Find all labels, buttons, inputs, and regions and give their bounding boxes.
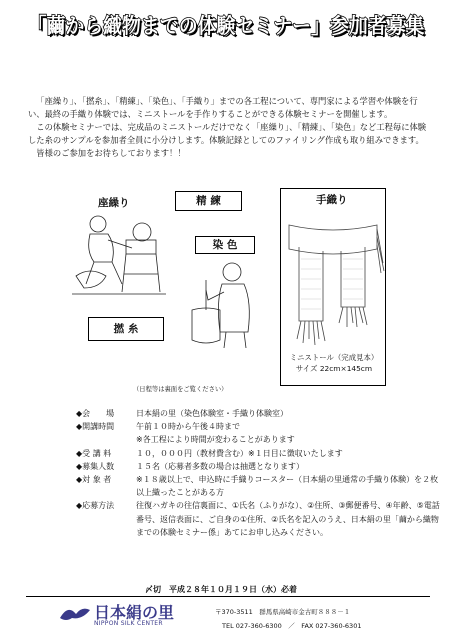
detail-row-capacity xyxy=(76,460,446,473)
detail-value: 午前１０時から午後４時まで xyxy=(136,422,240,432)
stole-caption xyxy=(282,352,386,374)
detail-label xyxy=(76,433,136,446)
detail-value: １５名（応募者多数の場合は抽選となります） xyxy=(136,461,304,471)
detail-label: ◆開講時間 xyxy=(76,422,115,432)
detail-value: 往復ハガキの往信裏面に、①氏名（ふりがな）、②住所、③郵便番号、④年齢、⑤電話番号、返信表面に、ご自身の①住所、②氏名を記入のうえ、日本絹の里「繭から織物までの体験セミナー係」あてにお申し込みください。 xyxy=(136,501,440,537)
detail-value: ※１８歳以上で、申込時に手織りコースター（日本絹の里通常の手織り体験）を２枚以上織ったことがある方 xyxy=(136,475,439,498)
detail-value: ※各工程により時間が変わることがあります xyxy=(136,435,295,445)
detail-row-fee xyxy=(76,447,446,460)
detail-label: ◆応募方法 xyxy=(76,501,115,511)
label-tebata: 手織り xyxy=(316,194,348,206)
silk-center-logo-icon xyxy=(58,602,92,622)
detail-label: ◆対 象 者 xyxy=(76,475,112,485)
stole-caption-line2: サイズ 22cm×145cm xyxy=(295,364,373,373)
label-senshoku: 染 色 xyxy=(195,236,255,254)
tel-fax: TEL 027-360-6300 ／ FAX 027-360-6301 xyxy=(222,622,362,630)
footer-divider xyxy=(26,596,430,597)
detail-row-time xyxy=(76,420,446,433)
page-title: 「繭から織物までの体験セミナー」参加者募集 xyxy=(27,14,425,38)
detail-label: ◆募集人数 xyxy=(76,461,115,471)
detail-row-application xyxy=(76,499,446,539)
address: 〒370-3511 群馬県高崎市金古町８８８－１ xyxy=(215,608,351,616)
label-nenshi: 撚 糸 xyxy=(88,317,164,341)
label-seiren: 精 練 xyxy=(175,191,242,211)
stole-caption-line1: ミニストール（完成見本） xyxy=(289,353,379,362)
intro-paragraph-1: 「座繰り」、「撚糸」、「精練」、「染色」、「手織り」までの各工程について、専門家による学習や体験を行い、最終の手織り体験では、ミニストールを手作りすることができる体験セミナーを開催します。 xyxy=(28,96,418,119)
detail-value: 日本絹の里（染色体験室・手織り体験室） xyxy=(136,409,288,418)
intro-text xyxy=(28,95,428,160)
detail-row-eligibility xyxy=(76,473,446,499)
detail-label: ◆受 講 料 xyxy=(76,448,112,458)
org-name-en: NIPPON SILK CENTER xyxy=(94,620,163,627)
detail-row-venue xyxy=(76,407,446,420)
deadline: 〆切 平成２８年１０月１９日（水）必着 xyxy=(145,585,297,594)
detail-row-time-note xyxy=(76,433,446,446)
intro-paragraph-3: 皆様のご参加をお待ちしております！！ xyxy=(36,148,186,158)
zaguri-illustration xyxy=(66,196,170,301)
org-name-jp: 日本絹の里 xyxy=(94,603,175,622)
seminar-details xyxy=(76,407,446,539)
detail-label: ◆会 場 xyxy=(76,409,115,418)
detail-value: １０，０００円（教材費含む）※１日目に徴収いたします xyxy=(136,448,343,458)
schedule-note: （日程等は裏面をご覧ください） xyxy=(133,386,228,393)
intro-paragraph-2: この体験セミナーでは、完成品のミニストールだけでなく「座繰り」、「精練」、「染色」など工程毎に体験した糸のサンプルを参加者全員に小分けします。体験記録としてのファイリング作成も取り組みできます。 xyxy=(28,122,427,145)
label-zaguri: 座繰り xyxy=(98,197,130,209)
